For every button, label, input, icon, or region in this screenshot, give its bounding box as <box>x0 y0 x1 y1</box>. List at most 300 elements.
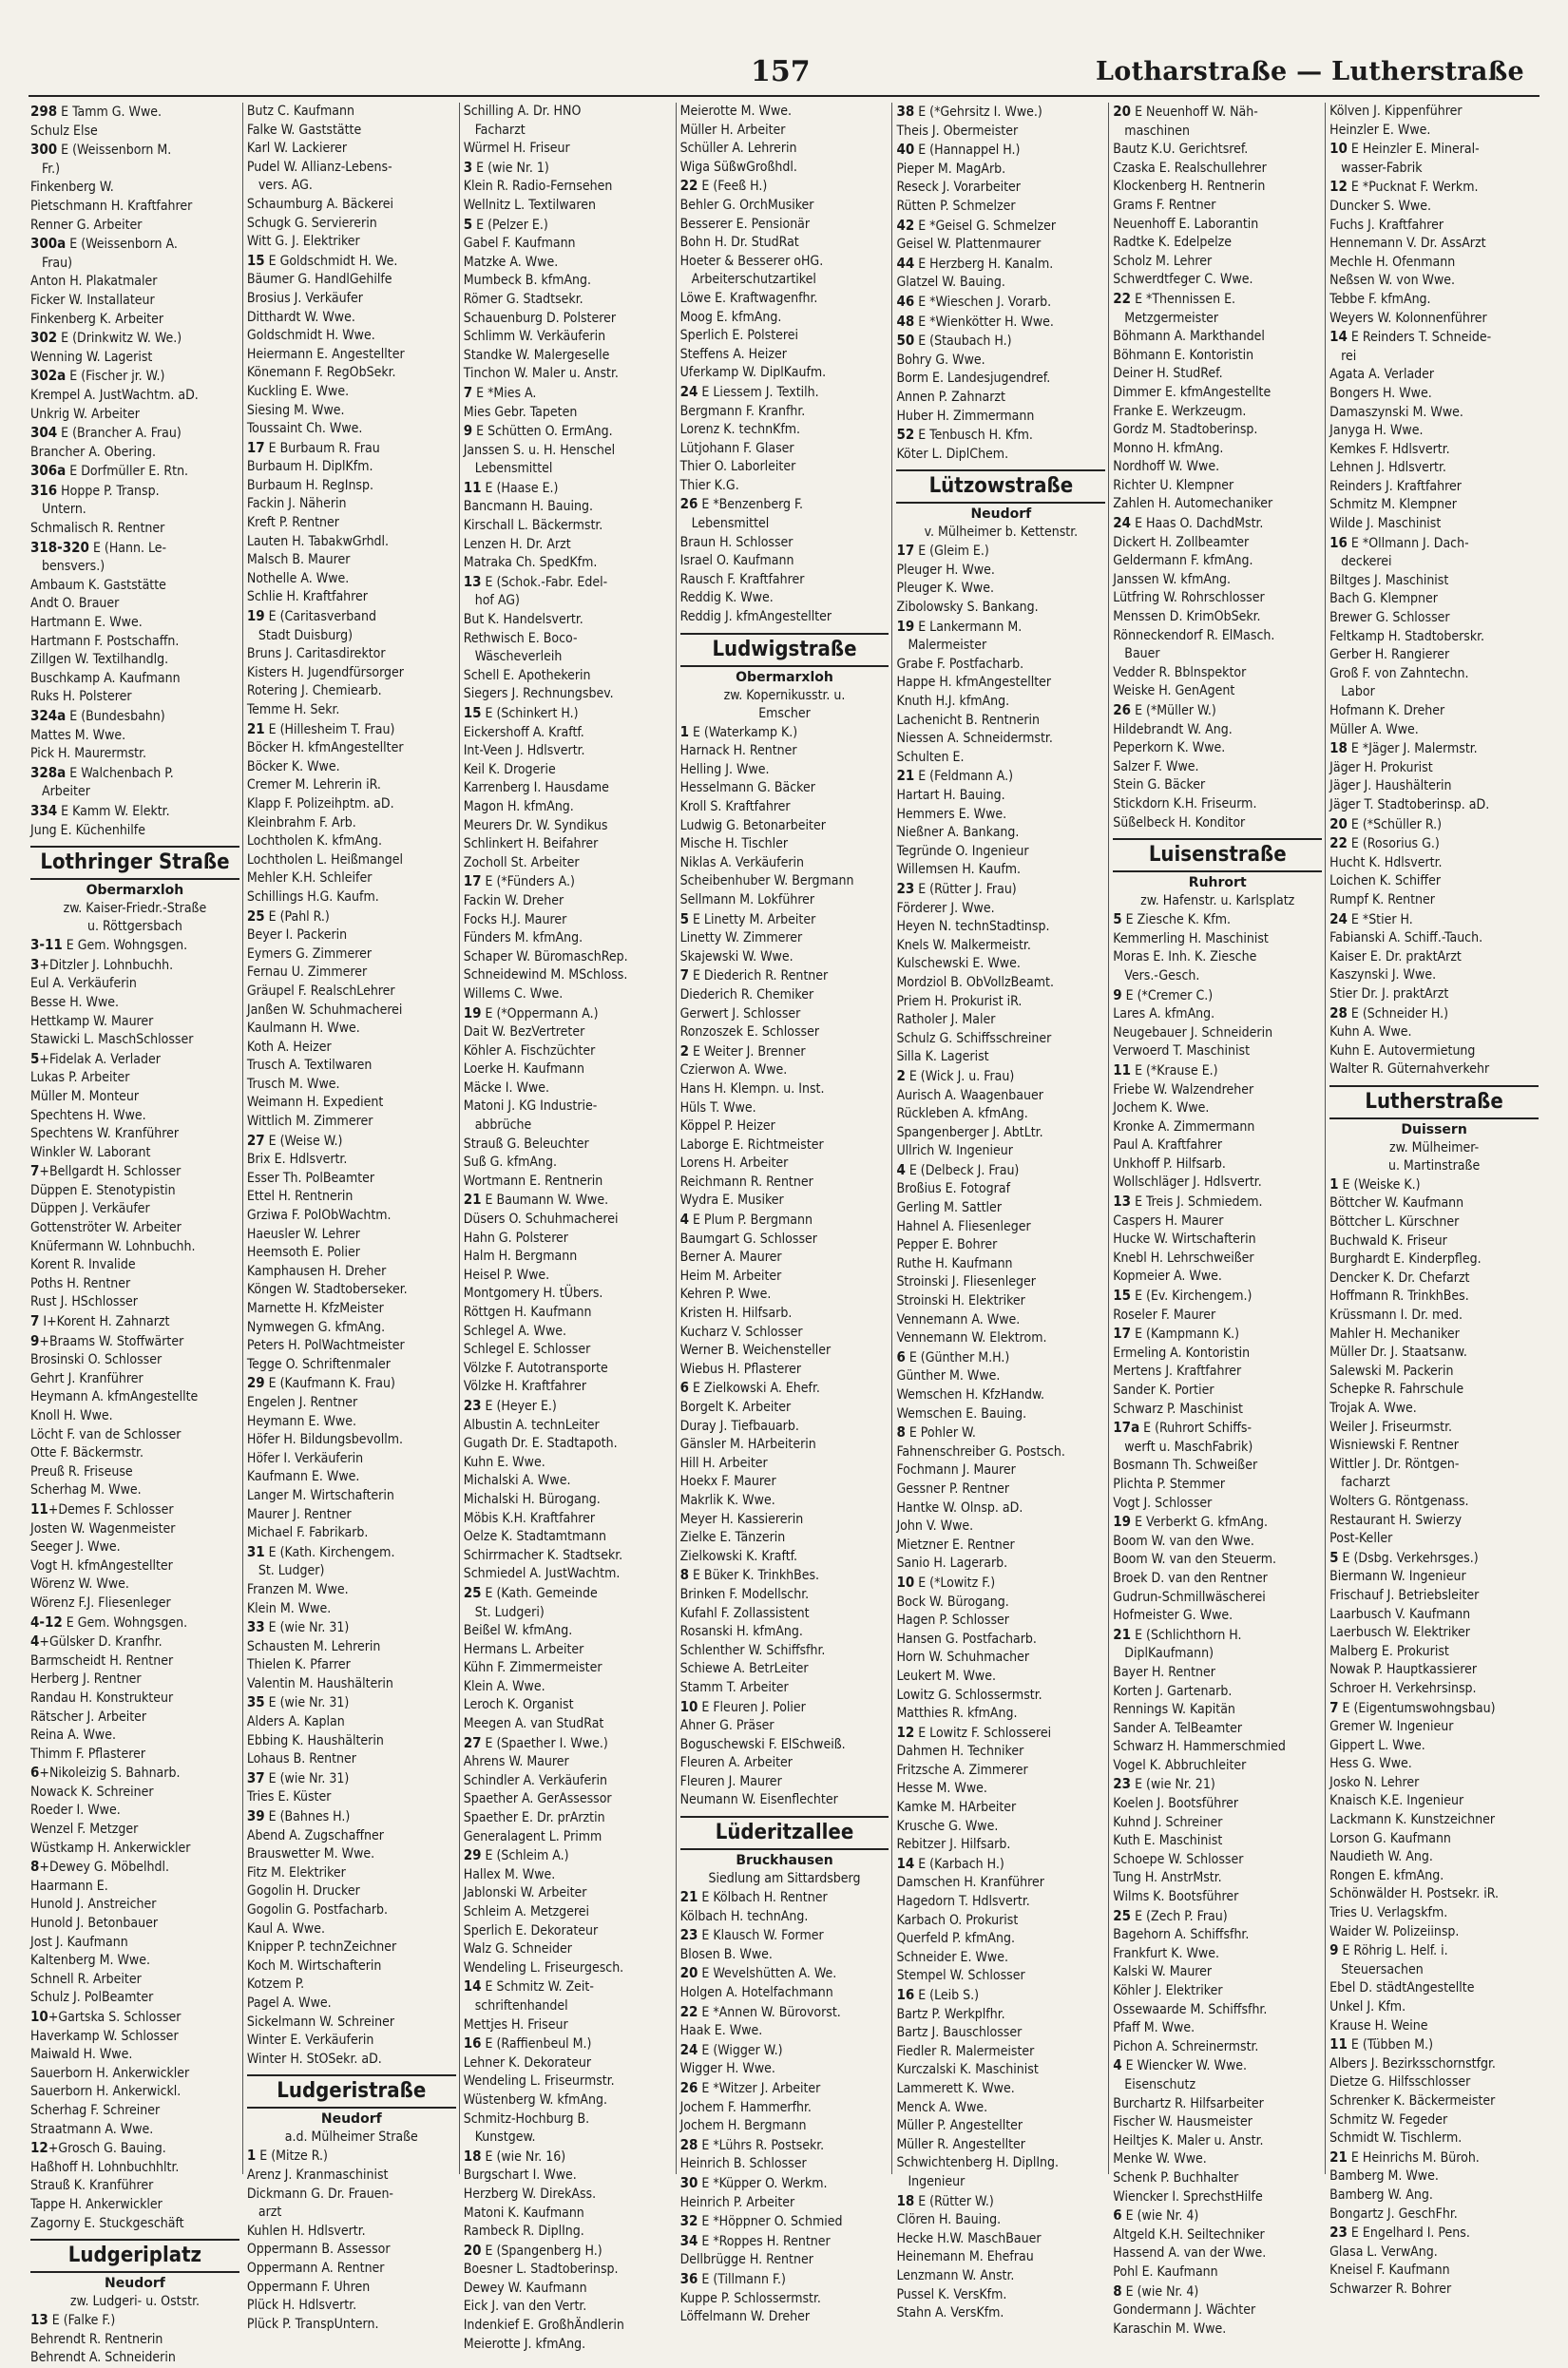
entry-text: Schirrmacher K. Stadtsekr. <box>463 1547 623 1563</box>
directory-entry <box>247 290 456 309</box>
entry-text: I+Korent H. Zahnarzt <box>39 1314 170 1330</box>
entry-text: Albustin A. technLeiter <box>463 1417 600 1433</box>
entry-text: Klein M. Wwe. <box>246 1600 332 1616</box>
directory-entry <box>1329 2073 1539 2092</box>
directory-entry <box>247 588 456 607</box>
entry-text: E (Zech P. Frau) <box>1131 1908 1228 1924</box>
entry-text: Wigger H. Wwe. <box>679 2061 775 2077</box>
entry-text: Magon H. kfmAng. <box>463 798 574 814</box>
directory-entry <box>247 2014 456 2033</box>
directory-entry <box>680 1249 889 1268</box>
entry-text: E (wie Nr. 21) <box>1131 1777 1215 1793</box>
directory-entry <box>680 798 889 817</box>
directory-entry <box>1113 1513 1322 1533</box>
directory-entry <box>464 235 673 254</box>
entry-text: Keil K. Drogerie <box>463 761 556 777</box>
directory-entry <box>1329 553 1539 572</box>
entry-text: Abend A. Zugschaffner <box>246 1827 384 1843</box>
directory-entry <box>30 1407 239 1426</box>
entry-text: Scherhag M. Wwe. <box>30 1482 142 1499</box>
column-6 <box>1108 103 1325 2337</box>
directory-entry <box>1329 272 1539 291</box>
directory-entry <box>896 2043 1105 2062</box>
entry-text: Hagen P. Schlosser <box>896 1613 1009 1629</box>
directory-entry <box>247 551 456 570</box>
entry-text: Dimmer E. kfmAngestellte <box>1113 384 1272 400</box>
entry-text: Heiltjes K. Maler u. Anstr. <box>1113 2132 1264 2148</box>
directory-entry <box>30 1219 239 1238</box>
entry-text: E *Geisel G. Schmelzer <box>914 218 1057 234</box>
entry-text: Grziwa F. PolObWachtm. <box>246 1208 392 1224</box>
directory-entry <box>464 948 673 967</box>
directory-entry <box>464 460 673 479</box>
directory-entry <box>464 611 673 630</box>
entry-text: arzt <box>258 2205 282 2221</box>
directory-entry <box>247 1319 456 1338</box>
directory-entry <box>464 1191 673 1211</box>
house-number: 7 <box>30 1162 40 1180</box>
entry-text: Ahner G. Präser <box>679 1718 774 1734</box>
directory-entry <box>247 1656 456 1675</box>
directory-entry <box>464 1117 673 1136</box>
directory-entry <box>247 1732 456 1751</box>
directory-entry <box>1113 2226 1322 2245</box>
entry-text: Ruks H. Polsterer <box>30 689 132 705</box>
entry-text: Rätscher J. Arbeiter <box>30 1709 147 1725</box>
entry-text: Reseck J. Vorarbeiter <box>896 180 1021 196</box>
entry-text: Süßelbeck H. Konditor <box>1113 814 1246 831</box>
directory-entry <box>1113 1645 1322 1664</box>
entry-text: E Röhrig L. Helf. i. <box>1338 1943 1448 1959</box>
entry-text: Gerber H. Rangierer <box>1329 647 1450 663</box>
directory-entry <box>1329 496 1539 515</box>
entry-text: Kühn F. Zimmermeister <box>463 1660 602 1676</box>
directory-entry <box>464 2186 673 2205</box>
entry-text: St. Ludger) <box>258 1563 325 1579</box>
directory-entry <box>1329 1419 1539 1438</box>
directory-entry <box>247 964 456 983</box>
entry-text: abbrüche <box>474 1117 532 1134</box>
entry-text: Hartmann F. Postschaffn. <box>30 633 180 649</box>
entry-text: Matraka Ch. SpedKfm. <box>463 555 598 571</box>
entry-text: Löcht F. van de Schlosser <box>30 1426 182 1442</box>
entry-text: Czaska E. Realschullehrer <box>1113 160 1267 176</box>
directory-entry <box>30 1351 239 1370</box>
entry-text: E (*Cremer C.) <box>1121 987 1214 1003</box>
entry-text: Gippert L. Wwe. <box>1329 1737 1425 1753</box>
entry-text: Bruns J. Caritasdirektor <box>246 646 386 662</box>
directory-entry <box>896 1273 1105 1292</box>
entry-text: E Neuenhoff W. Näh- <box>1131 105 1258 120</box>
entry-text: E Ziesche K. Kfm. <box>1121 912 1231 928</box>
directory-entry <box>1113 1476 1322 1495</box>
directory-entry <box>896 1499 1105 1518</box>
street-range: Siedlung am Sittardsberg <box>708 1871 861 1887</box>
entry-text: Wörenz F.J. Fliesenleger <box>30 1595 171 1611</box>
directory-entry <box>1113 1683 1322 1702</box>
house-number: 9 <box>463 422 473 440</box>
directory-entry <box>1113 365 1322 384</box>
house-number: 4 <box>679 1211 689 1229</box>
house-number: 19 <box>463 1003 482 1022</box>
directory-entry <box>680 1473 889 1492</box>
entry-text: Hucht K. Hdlsvertr. <box>1329 854 1443 870</box>
directory-entry <box>1113 1061 1322 1081</box>
directory-entry <box>464 1715 673 1734</box>
directory-entry <box>30 482 239 502</box>
house-number: 11 <box>30 1499 48 1518</box>
directory-entry <box>464 1397 673 1417</box>
directory-entry <box>1329 1326 1539 1345</box>
entry-text: Salewski M. Packerin <box>1329 1363 1454 1379</box>
directory-entry <box>1113 160 1322 179</box>
entry-text: Gabel F. Kaufmann <box>463 236 576 252</box>
entry-text: Seeger J. Wwe. <box>30 1539 121 1556</box>
entry-text: Frau) <box>42 255 73 271</box>
entry-text: Müller A. Wwe. <box>1329 721 1419 737</box>
entry-text: E Lankermann M. <box>914 619 1023 635</box>
entry-text: Stahn A. VersKfm. <box>896 2305 1004 2321</box>
entry-text: Hunold J. Anstreicher <box>30 1897 157 1913</box>
directory-entry <box>1329 1755 1539 1774</box>
entry-text: Krüssmann I. Dr. med. <box>1329 1308 1463 1324</box>
entry-text: werft u. MaschFabrik) <box>1124 1439 1253 1455</box>
directory-entry <box>896 2061 1105 2080</box>
entry-text: Boom W. van den Wwe. <box>1113 1533 1254 1549</box>
house-number: 40 <box>896 141 915 159</box>
entry-text: Rumpf K. Rentner <box>1329 891 1435 907</box>
directory-entry <box>1113 795 1322 814</box>
entry-text: Tebbe F. kfmAng. <box>1329 291 1431 307</box>
entry-text: Lowitz G. Schlossermstr. <box>896 1687 1042 1703</box>
entry-text: E (*Fünders A.) <box>481 874 575 890</box>
directory-entry <box>1329 217 1539 236</box>
entry-text: Heiermann E. Angestellter <box>246 346 405 362</box>
directory-entry <box>247 1188 456 1207</box>
entry-text: Focks H.J. Maurer <box>463 911 567 927</box>
directory-entry <box>896 2211 1105 2230</box>
directory-entry <box>30 367 239 387</box>
directory-entry <box>896 937 1105 956</box>
directory-entry <box>247 1244 456 1263</box>
entry-text: Kaiser E. Dr. praktArzt <box>1329 948 1462 964</box>
entry-text: Matoni J. KG Industrie- <box>463 1098 598 1115</box>
directory-entry <box>680 1117 889 1136</box>
entry-text: Willems C. Wwe. <box>463 985 564 1002</box>
directory-entry <box>680 1042 889 1062</box>
entry-text: E *Wienkötter H. Wwe. <box>914 314 1054 330</box>
entry-text: Römer G. Stadtsekr. <box>463 291 583 307</box>
entry-text: Schauenburg D. Polsterer <box>463 310 617 326</box>
directory-entry <box>1113 2188 1322 2207</box>
directory-entry <box>464 1678 673 1697</box>
entry-text: Rückleben A. kfmAng. <box>896 1106 1028 1122</box>
entry-text: Meegen A. van StudRat <box>463 1716 604 1732</box>
directory-entry <box>30 1652 239 1671</box>
house-number: 17 <box>246 438 265 456</box>
entry-text: E *Wieschen J. Vorarb. <box>914 294 1052 310</box>
entry-text: E (Schneider H.) <box>1347 1005 1449 1022</box>
entry-text: E (Waterkamp K.) <box>688 724 798 740</box>
entry-text: Arenz J. Kranmaschinist <box>246 2167 389 2183</box>
directory-entry <box>1329 2111 1539 2130</box>
directory-entry <box>247 682 456 701</box>
directory-entry <box>1113 1287 1322 1307</box>
entry-text: Friebe W. Walzendreher <box>1113 1081 1254 1098</box>
directory-entry <box>1113 384 1322 403</box>
entry-text: Agata A. Verlader <box>1329 367 1435 383</box>
directory-entry <box>896 2024 1105 2043</box>
entry-text: Heinrich P. Arbeiter <box>679 2194 795 2210</box>
entry-text: Lachenicht B. Rentnerin <box>896 712 1040 728</box>
entry-text: Otte F. Bäckermstr. <box>30 1445 143 1461</box>
house-number: 32 <box>679 2212 698 2230</box>
directory-entry <box>896 2006 1105 2025</box>
street-range: Emscher <box>758 705 811 721</box>
entry-text: Spaether E. Dr. prArztin <box>463 1810 605 1826</box>
entry-text: Lütjohann F. Glaser <box>679 440 794 456</box>
directory-entry <box>1329 2017 1539 2036</box>
entry-text: Roseler F. Maurer <box>1113 1307 1216 1323</box>
entry-text: Matoni K. Kaufmann <box>463 2205 584 2221</box>
directory-entry <box>1113 967 1322 986</box>
directory-entry <box>30 444 239 463</box>
directory-entry <box>30 1840 239 1859</box>
entry-text: Straatmann A. Wwe. <box>30 2121 154 2137</box>
directory-entry <box>680 835 889 854</box>
directory-entry <box>247 2279 456 2298</box>
entry-text: +Nikoleizig S. Bahnarb. <box>39 1766 181 1782</box>
entry-text: Cremer M. Lehrerin iR. <box>246 777 381 793</box>
directory-entry <box>30 1050 239 1070</box>
directory-entry <box>464 1042 673 1061</box>
entry-text: Dellbrügge H. Rentner <box>679 2252 813 2268</box>
entry-text: Koch M. Wirtschafterin <box>246 1957 382 1974</box>
directory-entry <box>1113 552 1322 571</box>
directory-entry <box>247 1713 456 1732</box>
directory-entry <box>1113 589 1322 608</box>
directory-entry <box>680 817 889 836</box>
directory-entry <box>680 1946 889 1965</box>
directory-entry <box>680 327 889 346</box>
entry-text: E Tenbusch H. Kfm. <box>914 428 1033 444</box>
entry-text: Pfaff M. Wwe. <box>1113 2020 1195 2036</box>
directory-entry <box>30 1293 239 1312</box>
entry-text: Mertens J. Kraftfahrer <box>1113 1364 1242 1380</box>
entry-text: Horn W. Schuhmacher <box>896 1650 1030 1666</box>
entry-text: Burghardt E. Kinderpfleg. <box>1329 1251 1482 1268</box>
directory-entry <box>1329 628 1539 647</box>
entry-text: Reina A. Wwe. <box>30 1728 116 1744</box>
entry-text: Damschen H. Kranführer <box>896 1875 1044 1891</box>
entry-text: Rütten P. Schmelzer <box>896 198 1016 214</box>
directory-entry <box>30 1764 239 1784</box>
entry-text: Laarbusch V. Kaufmann <box>1329 1606 1471 1622</box>
directory-entry <box>680 1984 889 2003</box>
directory-entry <box>247 1487 456 1506</box>
directory-entry <box>247 1263 456 1282</box>
house-number: 28 <box>679 2135 698 2153</box>
directory-entry <box>1329 235 1539 254</box>
entry-text: Gottenströter W. Arbeiter <box>30 1220 182 1236</box>
entry-text: Hartart H. Bauing. <box>896 788 1005 803</box>
house-number: 12 <box>896 1723 915 1741</box>
directory-entry <box>464 648 673 667</box>
directory-entry <box>1113 1795 1322 1814</box>
directory-entry <box>1113 1457 1322 1476</box>
directory-entry <box>1329 1474 1539 1493</box>
directory-entry <box>464 742 673 761</box>
entry-text: Barmscheidt H. Rentner <box>30 1652 174 1669</box>
directory-entry <box>30 1915 239 1934</box>
directory-entry <box>1113 1439 1322 1458</box>
directory-entry <box>1113 682 1322 701</box>
entry-text: Verwoerd T. Maschinist <box>1113 1043 1251 1060</box>
directory-entry <box>896 1518 1105 1537</box>
entry-text: Scherhag F. Schreiner <box>30 2102 161 2118</box>
entry-text: Karbach O. Prokurist <box>896 1912 1019 1928</box>
entry-text: Lochtholen K. kfmAng. <box>246 833 382 850</box>
entry-text: Burbaum H. RegInsp. <box>246 477 373 493</box>
entry-text: Böcker H. kfmAngestellter <box>246 740 404 756</box>
entry-text: Wörenz W. Wwe. <box>30 1576 129 1593</box>
entry-text: Geldermann F. kfmAng. <box>1113 553 1253 569</box>
entry-text: Heisel P. Wwe. <box>463 1267 550 1283</box>
directory-entry <box>464 872 673 892</box>
directory-entry <box>1329 122 1539 141</box>
entry-text: Hildebrandt W. Ang. <box>1113 721 1233 737</box>
directory-entry <box>464 1360 673 1379</box>
entry-text: Köppel P. Heizer <box>679 1118 775 1135</box>
directory-entry <box>680 872 889 891</box>
entry-text: Trusch A. Textilwaren <box>246 1058 373 1074</box>
directory-entry <box>247 1845 456 1864</box>
directory-entry <box>896 2117 1105 2136</box>
directory-entry <box>896 2267 1105 2286</box>
entry-text: E Schmitz W. Zeit- <box>481 1979 594 1996</box>
entry-text: E Diederich R. Rentner <box>688 968 829 984</box>
entry-text: E *Höppner O. Schmied <box>698 2214 843 2230</box>
house-number: 1 <box>246 2147 257 2165</box>
entry-text: Fleuren A. Arbeiter <box>679 1755 793 1771</box>
directory-entry <box>1113 1775 1322 1795</box>
directory-entry <box>1113 1325 1322 1345</box>
entry-text: Burgschart I. Wwe. <box>463 2167 577 2184</box>
directory-entry <box>247 2316 456 2335</box>
directory-entry <box>464 178 673 197</box>
entry-text: Tung H. AnstrMstr. <box>1113 1870 1222 1886</box>
house-number: 42 <box>896 216 915 234</box>
directory-entry <box>464 310 673 329</box>
house-number: 11 <box>1113 1060 1132 1079</box>
district-label: Bruckhausen <box>736 1853 833 1869</box>
directory-entry <box>1329 385 1539 404</box>
house-number: 9 <box>1113 985 1122 1003</box>
entry-text: Rotering J. Chemiearb. <box>246 683 382 699</box>
directory-entry <box>30 1107 239 1126</box>
directory-entry <box>1113 1869 1322 1888</box>
entry-text: E (Mitze R.) <box>256 2148 328 2165</box>
house-number: 27 <box>246 1131 265 1149</box>
entry-text: +Bellgardt H. Schlosser <box>39 1164 182 1180</box>
entry-text: John V. Wwe. <box>896 1518 974 1535</box>
entry-text: Spechtens H. Wwe. <box>30 1107 146 1123</box>
entry-text: E (Leib S.) <box>914 1988 980 2003</box>
entry-text: Plück H. Hdlsvertr. <box>246 2298 357 2314</box>
entry-text: Skajewski W. Wwe. <box>679 948 794 964</box>
entry-text: Gehrt J. Kranführer <box>30 1370 143 1386</box>
directory-entry <box>1113 310 1322 329</box>
entry-text: E Reinders T. Schneide- <box>1347 330 1492 346</box>
entry-text: Vers.-Gesch. <box>1124 967 1200 983</box>
directory-entry <box>1113 1963 1322 1982</box>
directory-entry <box>464 1659 673 1678</box>
entry-text: Sperlich E. Dekorateur <box>463 1922 599 1938</box>
directory-entry <box>1113 1495 1322 1514</box>
directory-entry <box>464 1922 673 1941</box>
directory-entry <box>247 1827 456 1846</box>
directory-entry <box>1329 1867 1539 1886</box>
entry-text: Tries E. Küster <box>246 1789 332 1805</box>
entry-text: Bohry G. Wwe. <box>896 352 985 368</box>
directory-entry <box>247 1562 456 1581</box>
directory-entry <box>247 627 456 646</box>
directory-entry <box>464 328 673 347</box>
house-number: 7 <box>463 383 473 401</box>
directory-entry <box>1113 1401 1322 1420</box>
entry-text: Wilde J. Maschinist <box>1329 516 1442 532</box>
entry-text: Dewey W. Kaufmann <box>463 2280 587 2296</box>
directory-entry <box>680 1679 889 1698</box>
entry-text: Koelen J. Bootsführer <box>1113 1796 1238 1812</box>
entry-text: Fritzsche A. Zimmerer <box>896 1762 1028 1778</box>
directory-entry <box>30 1614 239 1633</box>
entry-text: E (Tübben M.) <box>1347 2037 1434 2053</box>
directory-entry <box>464 1997 673 2016</box>
directory-entry <box>1329 891 1539 910</box>
directory-entry <box>30 161 239 180</box>
directory-entry <box>464 1454 673 1473</box>
entry-text: Pussel K. VersKfm. <box>896 2286 1007 2302</box>
entry-text: Wüstkamp H. Ankerwickler <box>30 1840 191 1856</box>
entry-text: Müller H. Arbeiter <box>679 122 786 138</box>
entry-text: Winter H. StOSekr. aD. <box>246 2051 382 2067</box>
entry-text: E Pohler W. <box>905 1425 976 1442</box>
directory-entry <box>1113 514 1322 534</box>
directory-entry <box>30 764 239 784</box>
directory-entry <box>1329 1941 1539 1961</box>
directory-entry <box>680 1155 889 1174</box>
entry-text: Hüls T. Wwe. <box>679 1099 756 1116</box>
directory-entry <box>680 1286 889 1305</box>
directory-entry <box>1113 1626 1322 1646</box>
directory-entry <box>680 571 889 590</box>
entry-text: Temme H. Sekr. <box>246 702 340 717</box>
house-number: 17a <box>1113 1419 1140 1437</box>
entry-text: Hansen G. Postfacharb. <box>896 1631 1037 1647</box>
entry-text: Oppermann F. Uhren <box>246 2279 371 2295</box>
entry-text: Schwerdtfeger C. Wwe. <box>1113 272 1253 288</box>
entry-text: Stadt Duisburg) <box>258 627 354 643</box>
directory-entry <box>30 1162 239 1182</box>
entry-text: Jochem H. Bergmann <box>679 2118 807 2134</box>
entry-text: Hoppe P. Transp. <box>57 483 160 499</box>
house-number: 52 <box>896 426 915 444</box>
entry-text: Happe H. kfmAngestellter <box>896 675 1052 691</box>
entry-text: Sander K. Portier <box>1113 1383 1214 1398</box>
entry-text: Buschkamp A. Kaufmann <box>30 670 181 686</box>
entry-text: Butz C. Kaufmann <box>246 104 354 119</box>
